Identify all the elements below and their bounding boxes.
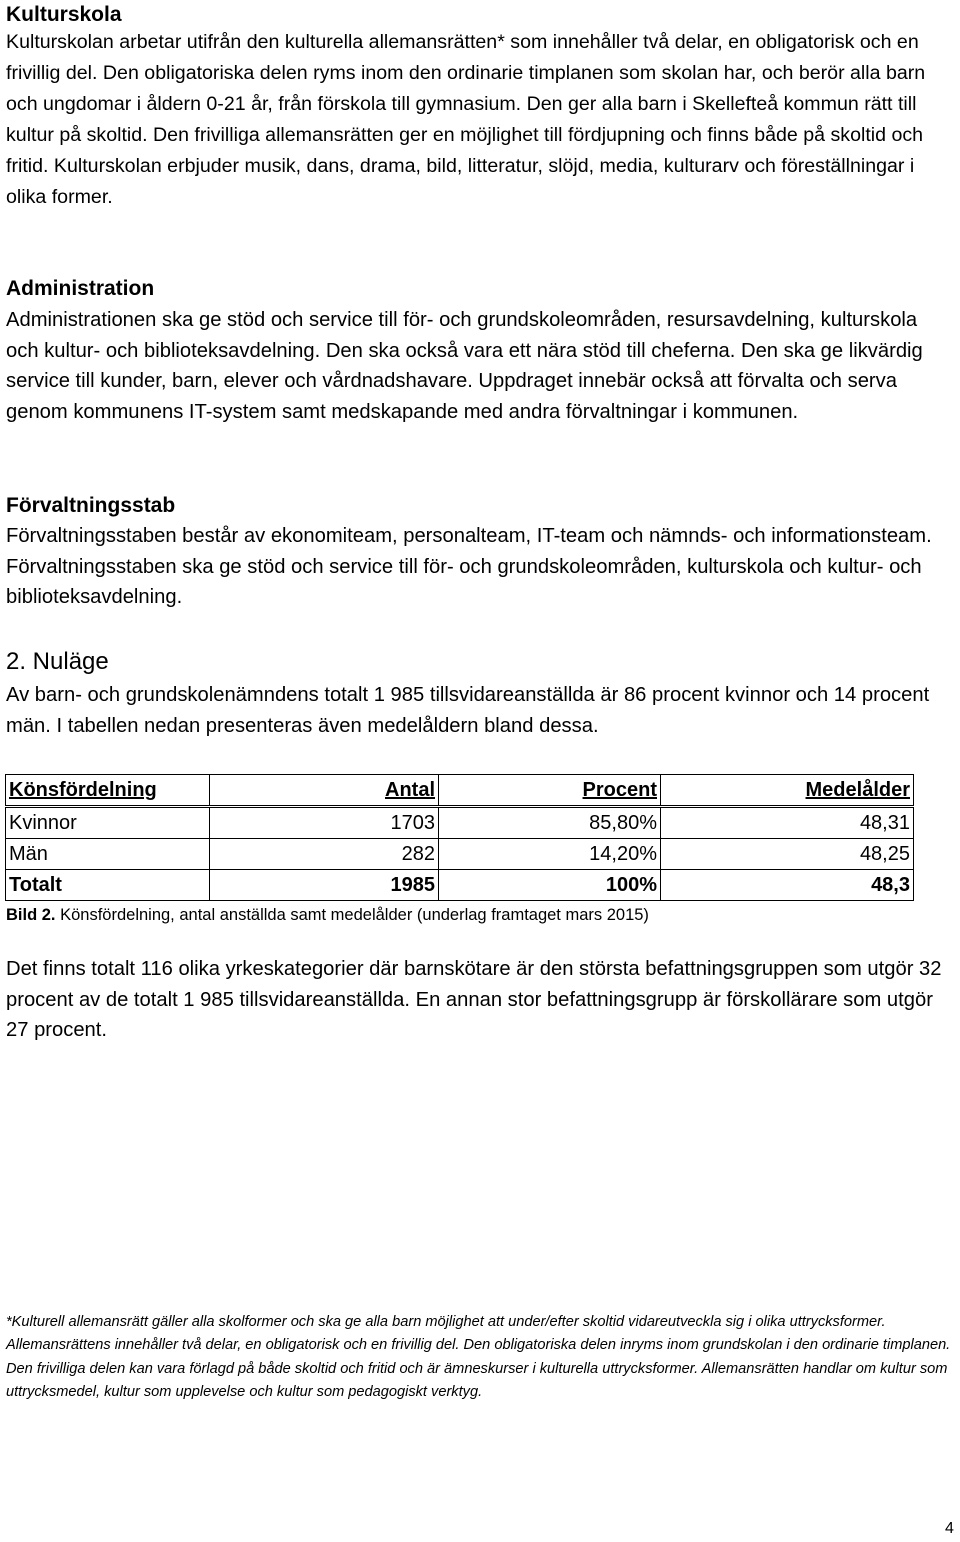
table-total-row xyxy=(6,870,914,901)
table-row xyxy=(6,807,914,839)
caption-label: Bild 2. xyxy=(6,906,56,924)
table-cell: Män xyxy=(6,839,210,870)
table-header-cell: Antal xyxy=(210,775,439,807)
section-text-administration: Administrationen ska ge stöd och service till för- och grundskoleområden, resursavdelning, kulturskola och kultur- och biblioteksavdelning. Den ska också vara ett nära stöd till cheferna. Den ska ge likvärdig service till kunder, barn, elever och vårdnadshavare. Uppdraget innebär också att förvalta och serva genom kommunens IT-system samt medskapande med andra förvaltningar i kommunen. xyxy=(6,309,923,423)
table-row xyxy=(6,839,914,870)
section-heading-administration: Administration xyxy=(6,277,155,300)
table-cell: Kvinnor xyxy=(6,807,210,839)
table-header-cell: Procent xyxy=(439,775,661,807)
table-cell: 48,31 xyxy=(661,807,914,839)
table-cell: 14,20% xyxy=(439,839,661,870)
table-header-cell: Könsfördelning xyxy=(6,775,210,807)
table-header-cell: Medelålder xyxy=(661,775,914,807)
section-text-kulturskola: Kulturskolan arbetar utifrån den kulturella allemansrätten* som innehåller två delar, en obligatorisk och en frivillig del. Den obligatoriska delen ryms inom den ordinarie timplanen som skolan har, och berör alla barn och ungdomar i åldern 0-21 år, från förskola till gymnasium. Den ger alla barn i Skellefteå kommun rätt till kultur på skoltid. Den frivilliga allemansrätten ger en möjlighet till fördjupning och finns både på skoltid och fritid. Kulturskolan erbjuder musik, dans, drama, bild, litteratur, slöjd, media, kulturarv och föreställningar i olika former. xyxy=(6,31,926,208)
caption-text: Könsfördelning, antal anställda samt medelålder (underlag framtaget mars 2015) xyxy=(55,906,649,924)
gender-distribution-table xyxy=(5,774,914,901)
page-number: 4 xyxy=(945,1520,954,1537)
table-cell: 48,3 xyxy=(661,870,914,901)
table-cell: 85,80% xyxy=(439,807,661,839)
table-cell: 282 xyxy=(210,839,439,870)
section-heading-nulage: 2. Nuläge xyxy=(6,648,109,675)
section-text-nulage: Av barn- och grundskolenämndens totalt 1 985 tillsvidareanställda är 86 procent kvinnor och 14 procent män. I tabellen nedan presenteras även medelåldern bland dessa. xyxy=(6,684,930,737)
table-cell: 1703 xyxy=(210,807,439,839)
summary-text: Det finns totalt 116 olika yrkeskategorier där barnskötare är den största befattningsgruppen som utgör 32 procent av de totalt 1 985 tillsvidareanställda. En annan stor befattningsgrupp är förskollärare som utgör 27 procent. xyxy=(6,958,942,1042)
table-header-row xyxy=(6,775,914,807)
table-cell: 100% xyxy=(439,870,661,901)
footnote: *Kulturell allemansrätt gäller alla skolformer och ska ge alla barn möjlighet att under/efter skoltid vidareutveckla sig i olika uttrycksformer. Allemansrättens innehåller två delar, en obligatorisk och en frivillig del. Den obligatoriska delen inryms inom grundskolan i den ordinarie timplanen. Den frivilliga delen kan vara förlagd på både skoltid och fritid och är ämneskurser i kulturella uttrycksformer. Allemansrätten handlar om kultur som uttrycksmedel, kultur som upplevelse och kultur som pedagogiskt verktyg. xyxy=(6,1313,951,1401)
table-cell: 48,25 xyxy=(661,839,914,870)
section-text-forvaltningsstab: Förvaltningsstaben består av ekonomiteam, personalteam, IT-team och nämnds- och informationsteam. Förvaltningsstaben ska ge stöd och service till för- och grundskoleområden, kulturskola och kultur- och biblioteksavdelning. xyxy=(6,525,932,609)
table-cell: 1985 xyxy=(210,870,439,901)
table-cell: Totalt xyxy=(6,870,210,901)
table-caption xyxy=(6,904,649,926)
section-heading-forvaltningsstab: Förvaltningsstab xyxy=(6,494,176,517)
section-heading-kulturskola: Kulturskola xyxy=(6,3,122,26)
